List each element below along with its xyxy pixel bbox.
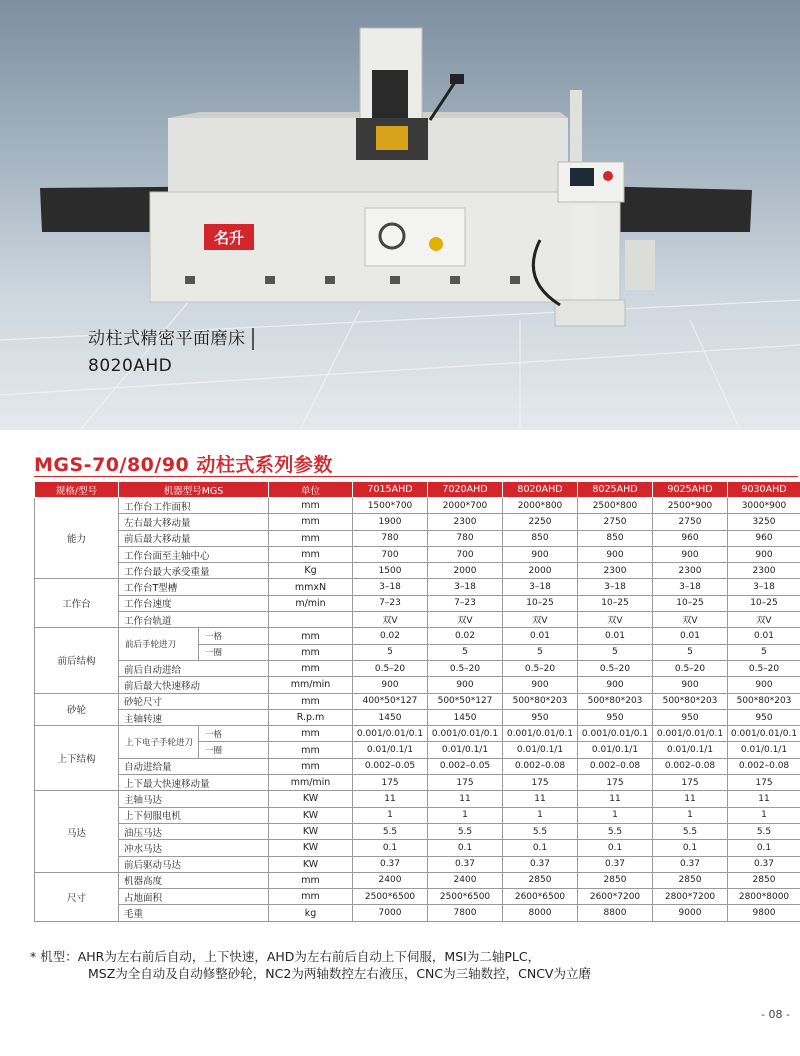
table-row [35, 775, 800, 791]
value-cell: 0.001/0.01/0.1 [728, 726, 800, 742]
product-model: 8020AHD [88, 356, 173, 376]
spec-title: MGS-70/80/90 动柱式系列参数 [34, 454, 333, 476]
value-cell: 0.37 [653, 856, 728, 872]
value-cell: 3–18 [428, 579, 503, 595]
value-cell: 2300 [728, 563, 800, 579]
header-model: 7020AHD [428, 482, 503, 498]
value-cell: 900 [728, 677, 800, 693]
value-cell: 1 [503, 807, 578, 823]
value-cell: 1500*700 [353, 498, 428, 514]
unit-cell: mm [269, 726, 353, 742]
item-label: 左右最大移动量 [119, 514, 269, 530]
value-cell: 175 [428, 775, 503, 791]
unit-cell: mm [269, 628, 353, 644]
value-cell: 2600*6500 [503, 889, 578, 905]
group-label: 尺寸 [35, 872, 119, 921]
value-cell: 5.5 [578, 823, 653, 839]
group-label: 能力 [35, 498, 119, 579]
value-cell: 3–18 [578, 579, 653, 595]
value-cell: 2800*8000 [728, 889, 800, 905]
unit-cell: mm [269, 530, 353, 546]
value-cell: 2250 [503, 514, 578, 530]
item-label: 机器高度 [119, 872, 269, 888]
value-cell: 2000 [503, 563, 578, 579]
value-cell: 175 [578, 775, 653, 791]
item-label: 冲水马达 [119, 840, 269, 856]
item-label: 前后驱动马达 [119, 856, 269, 872]
unit-cell: mm [269, 498, 353, 514]
unit-cell: kg [269, 905, 353, 921]
value-cell: 0.1 [353, 840, 428, 856]
table-row [35, 530, 800, 546]
value-cell: 3250 [728, 514, 800, 530]
value-cell: 2500*900 [653, 498, 728, 514]
unit-cell: mm [269, 546, 353, 562]
unit-cell: mm [269, 644, 353, 660]
value-cell: 2850 [578, 872, 653, 888]
table-row [35, 872, 800, 888]
value-cell: 2500*6500 [428, 889, 503, 905]
value-cell: 2600*7200 [578, 889, 653, 905]
unit-cell: mm/min [269, 775, 353, 791]
value-cell: 0.5–20 [653, 660, 728, 676]
value-cell: 0.002–0.08 [503, 758, 578, 774]
value-cell: 0.002–0.08 [728, 758, 800, 774]
sub-item-label: 一格 [199, 726, 269, 742]
value-cell: 0.5–20 [428, 660, 503, 676]
value-cell: 11 [653, 791, 728, 807]
value-cell: 2500*800 [578, 498, 653, 514]
value-cell: 780 [428, 530, 503, 546]
unit-cell: mm [269, 889, 353, 905]
header-model: 8020AHD [503, 482, 578, 498]
unit-cell [269, 612, 353, 628]
group-label: 上下结构 [35, 726, 119, 791]
value-cell: 0.5–20 [578, 660, 653, 676]
value-cell: 0.001/0.01/0.1 [353, 726, 428, 742]
value-cell: 0.002–0.05 [353, 758, 428, 774]
value-cell: 400*50*127 [353, 693, 428, 709]
value-cell: 0.37 [503, 856, 578, 872]
value-cell: 11 [728, 791, 800, 807]
value-cell: 3–18 [653, 579, 728, 595]
group-label: 前后结构 [35, 628, 119, 693]
value-cell: 双V [653, 612, 728, 628]
value-cell: 双V [353, 612, 428, 628]
value-cell: 850 [578, 530, 653, 546]
value-cell: 780 [353, 530, 428, 546]
table-row [35, 612, 800, 628]
unit-cell: mm/min [269, 677, 353, 693]
value-cell: 0.1 [503, 840, 578, 856]
value-cell: 3–18 [728, 579, 800, 595]
value-cell: 5 [353, 644, 428, 660]
value-cell: 500*80*203 [728, 693, 800, 709]
sub-item-label: 一圈 [199, 644, 269, 660]
group-label: 马达 [35, 791, 119, 872]
value-cell: 1 [653, 807, 728, 823]
value-cell: 5 [428, 644, 503, 660]
value-cell: 2800*7200 [653, 889, 728, 905]
value-cell: 900 [653, 546, 728, 562]
table-row [35, 628, 800, 644]
value-cell: 5.5 [503, 823, 578, 839]
value-cell: 700 [428, 546, 503, 562]
value-cell: 0.1 [578, 840, 653, 856]
header-model: 9025AHD [653, 482, 728, 498]
sub-item-label: 一格 [199, 628, 269, 644]
value-cell: 950 [503, 709, 578, 725]
unit-cell: KW [269, 856, 353, 872]
table-row [35, 840, 800, 856]
value-cell: 1 [728, 807, 800, 823]
value-cell: 0.01/0.1/1 [653, 742, 728, 758]
value-cell: 1500 [353, 563, 428, 579]
value-cell: 5.5 [353, 823, 428, 839]
value-cell: 2000*800 [503, 498, 578, 514]
header-group: 规格/型号 [35, 482, 119, 498]
value-cell: 2850 [653, 872, 728, 888]
sub-item-label: 一圈 [199, 742, 269, 758]
value-cell: 8800 [578, 905, 653, 921]
value-cell: 0.5–20 [728, 660, 800, 676]
header-model: 7015AHD [353, 482, 428, 498]
item-label: 前后最大移动量 [119, 530, 269, 546]
value-cell: 7–23 [428, 595, 503, 611]
value-cell: 0.5–20 [503, 660, 578, 676]
value-cell: 0.001/0.01/0.1 [578, 726, 653, 742]
value-cell: 900 [353, 677, 428, 693]
unit-cell: mm [269, 872, 353, 888]
value-cell: 175 [353, 775, 428, 791]
unit-cell: mm [269, 693, 353, 709]
header-model: 9030AHD [728, 482, 800, 498]
item-label: 上下电子手轮进刀 [119, 726, 199, 759]
value-cell: 1 [353, 807, 428, 823]
table-row [35, 693, 800, 709]
brand-logo: 名升 [213, 229, 245, 247]
value-cell: 0.01 [653, 628, 728, 644]
item-label: 自动进给量 [119, 758, 269, 774]
value-cell: 500*50*127 [428, 693, 503, 709]
table-row [35, 726, 800, 742]
value-cell: 9800 [728, 905, 800, 921]
table-row [35, 563, 800, 579]
value-cell: 9000 [653, 905, 728, 921]
value-cell: 900 [503, 546, 578, 562]
group-label: 砂轮 [35, 693, 119, 726]
unit-cell: mmxN [269, 579, 353, 595]
table-row [35, 856, 800, 872]
value-cell: 0.1 [653, 840, 728, 856]
value-cell: 2850 [728, 872, 800, 888]
value-cell: 1450 [428, 709, 503, 725]
unit-cell: m/min [269, 595, 353, 611]
item-label: 上下最大快速移动量 [119, 775, 269, 791]
value-cell: 0.002–0.08 [578, 758, 653, 774]
item-label: 主轴马达 [119, 791, 269, 807]
table-row [35, 709, 800, 725]
value-cell: 500*80*203 [578, 693, 653, 709]
title-underline [34, 476, 798, 477]
unit-cell: KW [269, 823, 353, 839]
value-cell: 8000 [503, 905, 578, 921]
table-row [35, 660, 800, 676]
table-row [35, 807, 800, 823]
value-cell: 175 [653, 775, 728, 791]
value-cell: 5.5 [653, 823, 728, 839]
table-header-row [35, 482, 800, 498]
value-cell: 0.02 [428, 628, 503, 644]
value-cell: 2750 [578, 514, 653, 530]
unit-cell: KW [269, 807, 353, 823]
value-cell: 5 [578, 644, 653, 660]
value-cell: 双V [728, 612, 800, 628]
value-cell: 0.37 [353, 856, 428, 872]
value-cell: 5 [503, 644, 578, 660]
value-cell: 900 [503, 677, 578, 693]
value-cell: 2300 [428, 514, 503, 530]
value-cell: 1450 [353, 709, 428, 725]
table-row [35, 579, 800, 595]
group-label: 工作台 [35, 579, 119, 628]
unit-cell: KW [269, 840, 353, 856]
note-line: * 机型：AHR为左右前后自动，上下快速，AHD为左右前后自动上下伺服，MSI为二轴PLC， [30, 949, 541, 964]
value-cell: 0.02 [353, 628, 428, 644]
value-cell: 2850 [503, 872, 578, 888]
item-label: 油压马达 [119, 823, 269, 839]
spec-table-body [35, 498, 800, 922]
model-notes [30, 948, 591, 982]
unit-cell: KW [269, 791, 353, 807]
value-cell: 2750 [653, 514, 728, 530]
table-row [35, 758, 800, 774]
unit-cell: mm [269, 758, 353, 774]
item-label: 占地面积 [119, 889, 269, 905]
value-cell: 960 [728, 530, 800, 546]
value-cell: 5.5 [728, 823, 800, 839]
item-label: 工作台速度 [119, 595, 269, 611]
value-cell: 0.002–0.05 [428, 758, 503, 774]
value-cell: 0.37 [578, 856, 653, 872]
item-label: 工作台轨道 [119, 612, 269, 628]
value-cell: 2400 [428, 872, 503, 888]
value-cell: 0.001/0.01/0.1 [653, 726, 728, 742]
item-label: 砂轮尺寸 [119, 693, 269, 709]
table-row [35, 498, 800, 514]
value-cell: 175 [728, 775, 800, 791]
value-cell: 10–25 [503, 595, 578, 611]
value-cell: 0.002–0.08 [653, 758, 728, 774]
value-cell: 0.01/0.1/1 [353, 742, 428, 758]
header-model: 8025AHD [578, 482, 653, 498]
value-cell: 双V [503, 612, 578, 628]
value-cell: 5 [728, 644, 800, 660]
value-cell: 2500*6500 [353, 889, 428, 905]
value-cell: 500*80*203 [653, 693, 728, 709]
value-cell: 0.01/0.1/1 [428, 742, 503, 758]
value-cell: 0.001/0.01/0.1 [428, 726, 503, 742]
value-cell: 3–18 [353, 579, 428, 595]
value-cell: 2400 [353, 872, 428, 888]
header-unit: 单位 [269, 482, 353, 498]
value-cell: 0.01/0.1/1 [503, 742, 578, 758]
value-cell: 0.001/0.01/0.1 [503, 726, 578, 742]
value-cell: 5.5 [428, 823, 503, 839]
value-cell: 2300 [653, 563, 728, 579]
value-cell: 11 [353, 791, 428, 807]
item-label: 上下伺服电机 [119, 807, 269, 823]
value-cell: 7800 [428, 905, 503, 921]
value-cell: 500*80*203 [503, 693, 578, 709]
value-cell: 900 [428, 677, 503, 693]
product-name: 动柱式精密平面磨床 [88, 328, 254, 350]
page-number: - 08 - [761, 1008, 790, 1021]
value-cell: 7–23 [353, 595, 428, 611]
value-cell: 5 [653, 644, 728, 660]
unit-cell: Kg [269, 563, 353, 579]
header-item: 机器型号MGS [119, 482, 269, 498]
value-cell: 950 [578, 709, 653, 725]
item-label: 工作台最大承受重量 [119, 563, 269, 579]
table-row [35, 791, 800, 807]
value-cell: 950 [653, 709, 728, 725]
value-cell: 2000 [428, 563, 503, 579]
value-cell: 10–25 [578, 595, 653, 611]
value-cell: 双V [578, 612, 653, 628]
value-cell: 7000 [353, 905, 428, 921]
value-cell: 850 [503, 530, 578, 546]
value-cell: 1 [578, 807, 653, 823]
value-cell: 900 [728, 546, 800, 562]
value-cell: 175 [503, 775, 578, 791]
value-cell: 3000*900 [728, 498, 800, 514]
product-caption [88, 328, 254, 376]
value-cell: 11 [578, 791, 653, 807]
unit-cell: mm [269, 742, 353, 758]
value-cell: 0.01/0.1/1 [578, 742, 653, 758]
table-row [35, 677, 800, 693]
note-line: MSZ为全自动及自动修整砂轮，NC2为两轴数控左右液压，CNC为三轴数控，CNCV为立磨 [88, 966, 591, 981]
item-label: 前后最大快速移动 [119, 677, 269, 693]
item-label: 主轴转速 [119, 709, 269, 725]
item-label: 前后手轮进刀 [119, 628, 199, 661]
value-cell: 0.01 [503, 628, 578, 644]
item-label: 工作台面至主轴中心 [119, 546, 269, 562]
value-cell: 0.1 [728, 840, 800, 856]
value-cell: 0.01 [578, 628, 653, 644]
value-cell: 11 [503, 791, 578, 807]
item-label: 毛重 [119, 905, 269, 921]
value-cell: 0.37 [728, 856, 800, 872]
value-cell: 10–25 [728, 595, 800, 611]
item-label: 前后自动进给 [119, 660, 269, 676]
table-row [35, 905, 800, 921]
table-row [35, 514, 800, 530]
value-cell: 10–25 [653, 595, 728, 611]
value-cell: 0.01/0.1/1 [728, 742, 800, 758]
value-cell: 0.5–20 [353, 660, 428, 676]
value-cell: 960 [653, 530, 728, 546]
value-cell: 1 [428, 807, 503, 823]
value-cell: 900 [653, 677, 728, 693]
value-cell: 11 [428, 791, 503, 807]
value-cell: 900 [578, 546, 653, 562]
value-cell: 0.01 [728, 628, 800, 644]
item-label: 工作台T型槽 [119, 579, 269, 595]
value-cell: 3–18 [503, 579, 578, 595]
value-cell: 900 [578, 677, 653, 693]
unit-cell: mm [269, 660, 353, 676]
value-cell: 2000*700 [428, 498, 503, 514]
value-cell: 0.37 [428, 856, 503, 872]
item-label: 工作台工作面积 [119, 498, 269, 514]
unit-cell: R.p.m [269, 709, 353, 725]
table-row [35, 546, 800, 562]
table-row [35, 823, 800, 839]
value-cell: 950 [728, 709, 800, 725]
value-cell: 1900 [353, 514, 428, 530]
value-cell: 双V [428, 612, 503, 628]
table-row [35, 889, 800, 905]
table-row [35, 595, 800, 611]
hero-banner [0, 0, 800, 430]
spec-table [34, 481, 800, 922]
unit-cell: mm [269, 514, 353, 530]
value-cell: 0.1 [428, 840, 503, 856]
value-cell: 700 [353, 546, 428, 562]
value-cell: 2300 [578, 563, 653, 579]
